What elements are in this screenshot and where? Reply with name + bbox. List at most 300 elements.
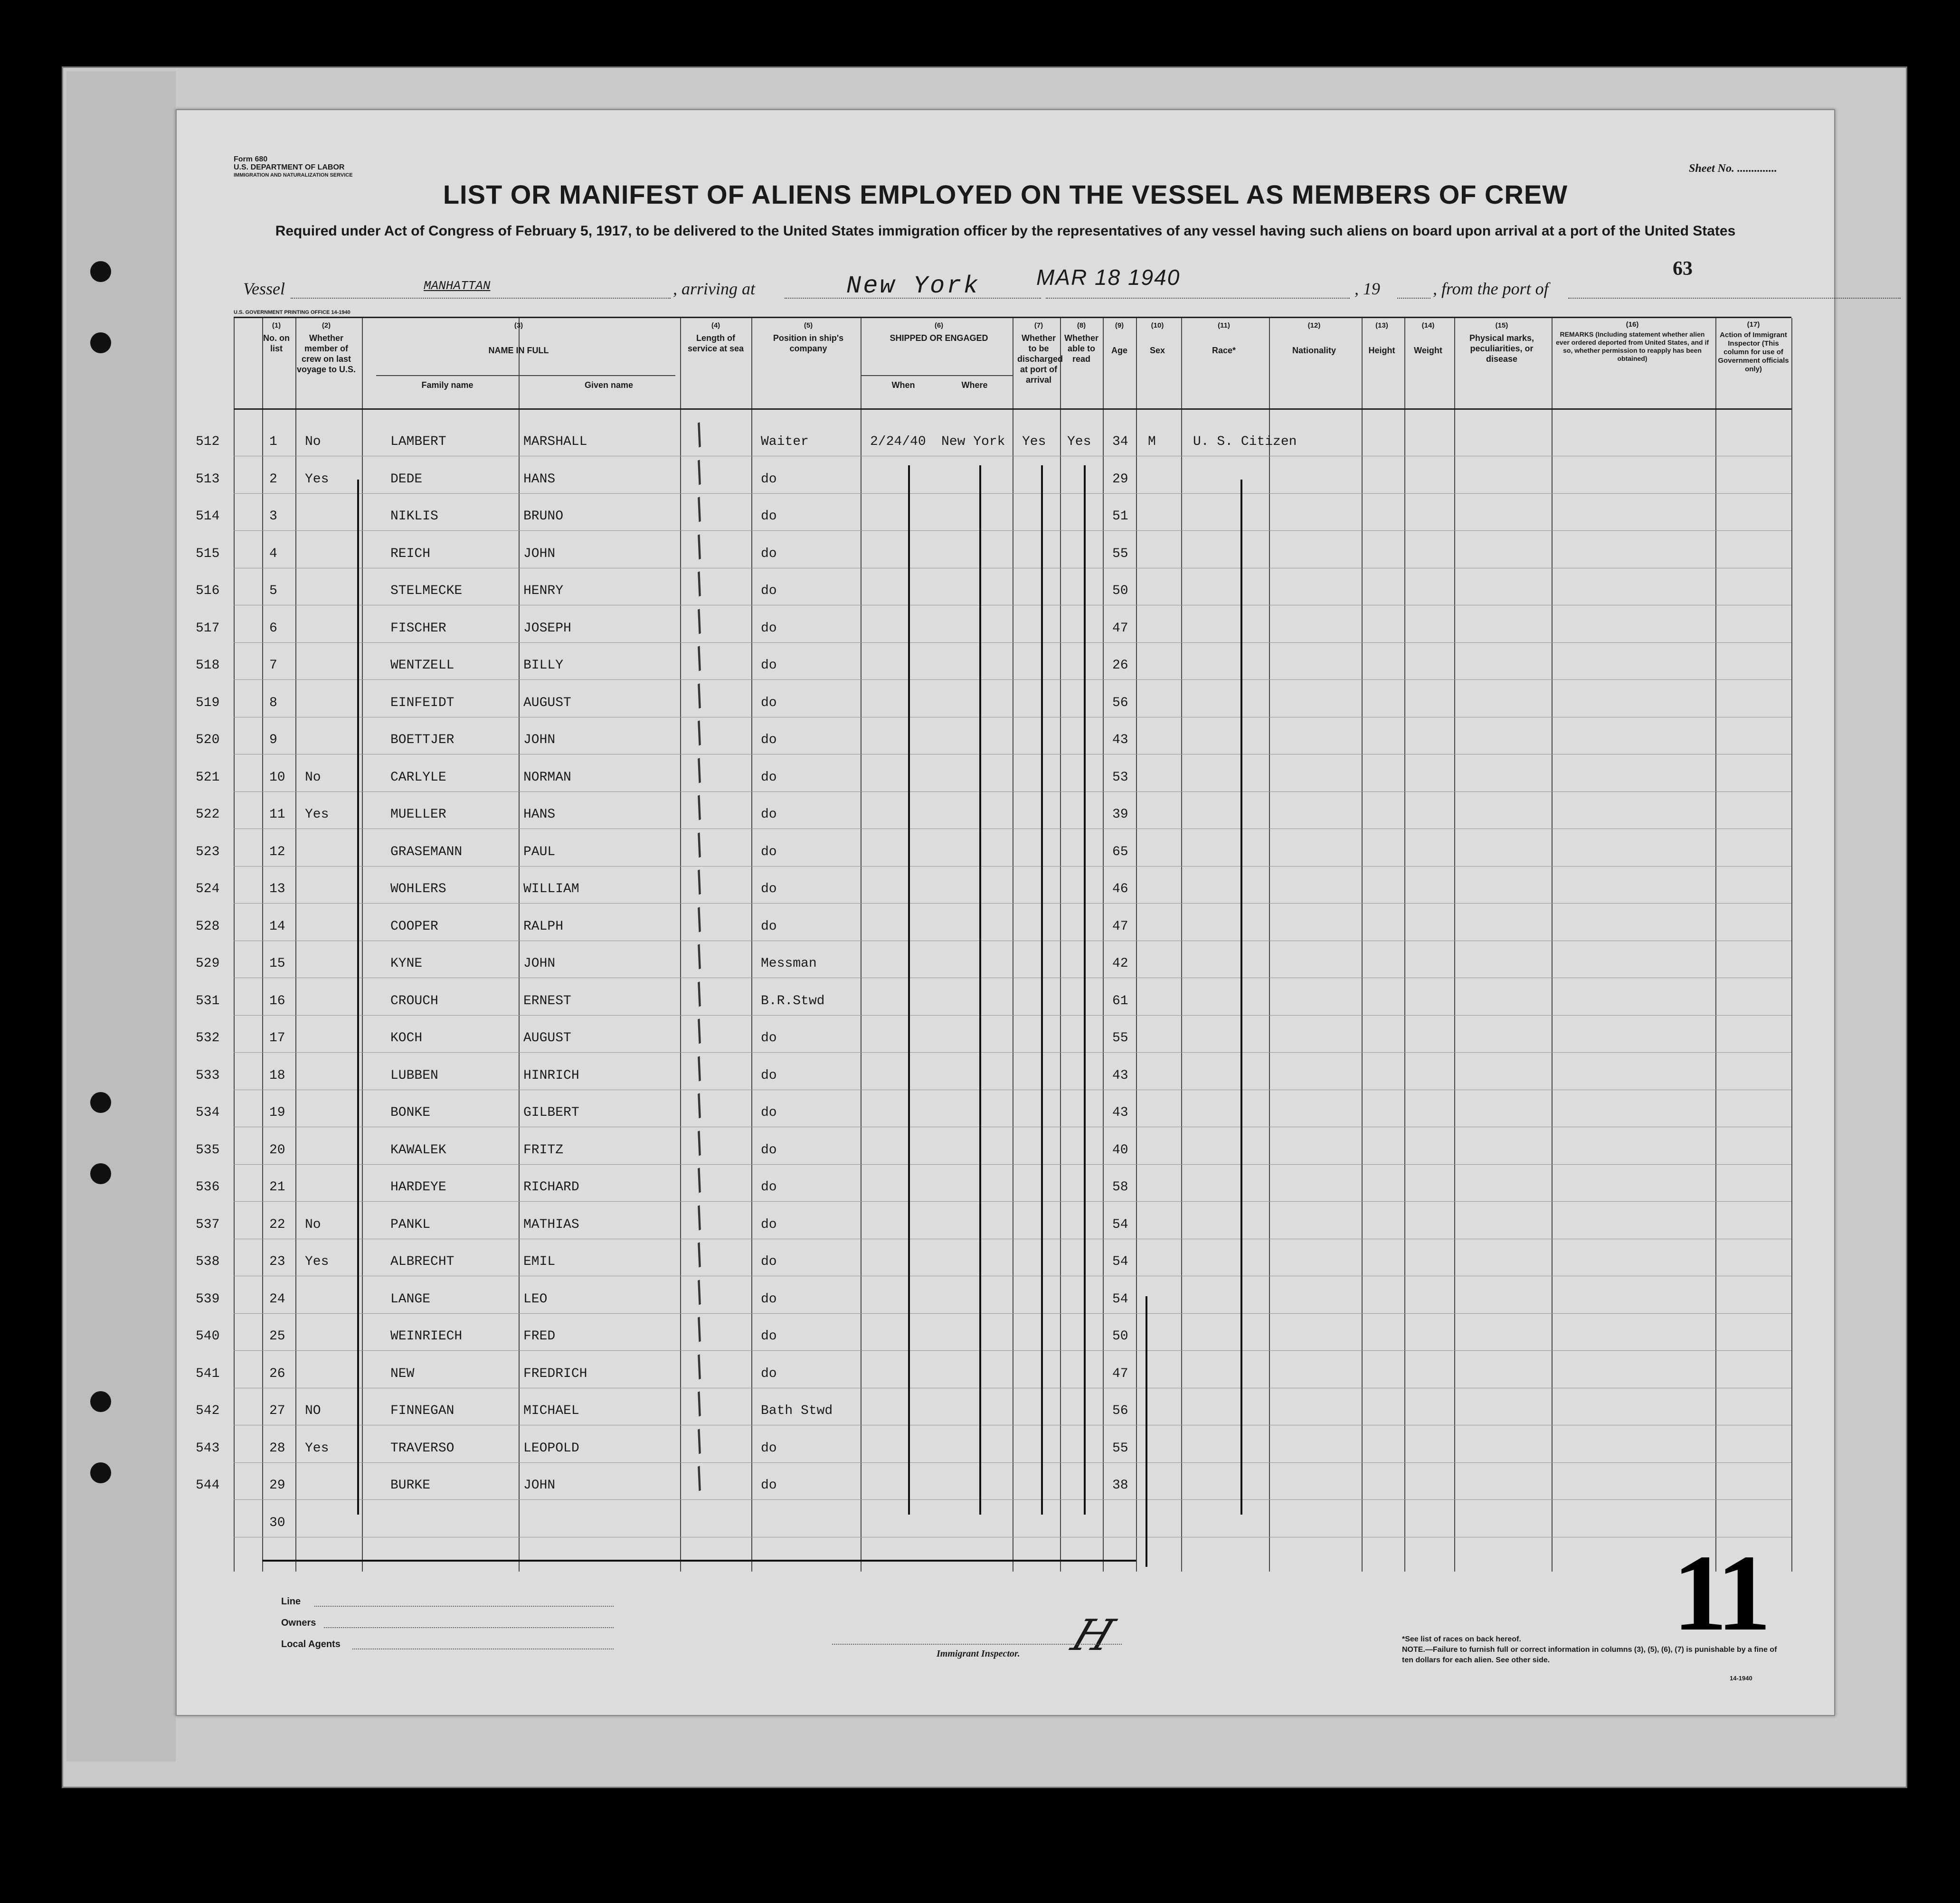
col-header-2: (2) Whether member of crew on last voyage to U.S. xyxy=(296,321,356,374)
list-ref-number: 514 xyxy=(196,509,220,524)
position: do xyxy=(761,1329,777,1344)
list-ref-number: 518 xyxy=(196,658,220,673)
service-check-mark: / xyxy=(689,1200,710,1234)
page-number-marker: 11 xyxy=(1673,1532,1767,1653)
ditto-pen-line xyxy=(1084,465,1086,1515)
list-ref-number: 543 xyxy=(196,1441,220,1456)
list-ref-number: 516 xyxy=(196,584,220,598)
service-check-mark: / xyxy=(689,715,710,750)
list-ref-number: 512 xyxy=(196,434,220,449)
row-number: 20 xyxy=(269,1142,285,1158)
given-name: EMIL xyxy=(523,1254,556,1269)
position: do xyxy=(761,621,777,636)
family-name: KOCH xyxy=(390,1031,423,1046)
family-name: HARDEYE xyxy=(390,1180,446,1195)
row-rule xyxy=(234,530,1791,531)
given-name: FRITZ xyxy=(523,1142,564,1158)
family-name: BURKE xyxy=(390,1478,431,1493)
row-number: 4 xyxy=(269,546,277,561)
position: Messman xyxy=(761,956,817,971)
col-header-6: (6) SHIPPED OR ENGAGED xyxy=(890,321,988,343)
family-name: BONKE xyxy=(390,1105,431,1120)
column-rule xyxy=(751,318,752,1572)
col-header-10: (10) Sex xyxy=(1149,321,1165,355)
age: 38 xyxy=(1112,1478,1128,1493)
service-check-mark: / xyxy=(689,1051,710,1085)
column-rule xyxy=(1715,318,1716,1572)
service-check-mark: / xyxy=(689,753,710,787)
row-rule xyxy=(234,1201,1791,1202)
last-voyage-value: Yes xyxy=(305,807,329,822)
col-header-15: (15) Physical marks, peculiarities, or disease xyxy=(1469,321,1534,364)
sex: M xyxy=(1148,434,1156,449)
age: 56 xyxy=(1112,695,1128,710)
service-check-mark: / xyxy=(689,529,710,564)
given-name: MATHIAS xyxy=(523,1217,579,1232)
list-ref-number: 513 xyxy=(196,471,220,487)
row-number: 11 xyxy=(269,807,285,822)
service-check-mark: / xyxy=(689,641,710,676)
given-name: JOSEPH xyxy=(523,621,571,636)
when-header: When xyxy=(891,380,915,390)
row-number: 9 xyxy=(269,733,277,747)
row-number: 8 xyxy=(269,695,277,710)
list-ref-number: 519 xyxy=(196,695,220,710)
column-rule xyxy=(1103,318,1104,1572)
service-check-mark: / xyxy=(689,1125,710,1160)
inspector-label: Immigrant Inspector. xyxy=(937,1649,1020,1659)
manifest-sheet xyxy=(176,109,1835,1716)
given-name: JOHN xyxy=(523,1478,556,1493)
race-note: *See list of races on back hereof. xyxy=(1402,1635,1521,1643)
line-underline xyxy=(314,1606,614,1607)
position: do xyxy=(761,546,777,561)
given-name: GILBERT xyxy=(523,1105,579,1120)
department: U.S. DEPARTMENT OF LABOR xyxy=(234,163,345,171)
row-number: 5 xyxy=(269,584,277,598)
row-rule xyxy=(234,642,1791,643)
row-number: 28 xyxy=(269,1441,285,1456)
position: do xyxy=(761,1478,777,1493)
age: 43 xyxy=(1112,1105,1128,1120)
col-header-14: (14) Weight xyxy=(1414,321,1442,355)
service-check-mark: / xyxy=(689,1088,710,1123)
row-number: 19 xyxy=(269,1105,285,1120)
list-ref-number: 544 xyxy=(196,1478,220,1493)
column-rule xyxy=(1791,318,1792,1572)
given-name: BRUNO xyxy=(523,509,564,524)
age: 53 xyxy=(1112,770,1128,785)
age: 54 xyxy=(1112,1291,1128,1307)
service-check-mark: / xyxy=(689,1162,710,1197)
service-check-mark: / xyxy=(689,902,710,936)
position: do xyxy=(761,471,777,487)
service-check-mark: / xyxy=(689,976,710,1011)
column-rule xyxy=(861,318,862,1572)
inspector-signature: H xyxy=(1065,1611,1121,1660)
col-header-9: (9) Age xyxy=(1111,321,1127,355)
owners-label: Owners xyxy=(281,1618,316,1628)
row-number: 30 xyxy=(269,1515,285,1530)
column-rule xyxy=(1136,318,1137,1572)
family-name: EINFEIDT xyxy=(390,695,454,710)
position: do xyxy=(761,509,777,524)
age: 39 xyxy=(1112,807,1128,822)
column-rule xyxy=(362,318,363,1572)
page-title: LIST OR MANIFEST OF ALIENS EMPLOYED ON THE VESSEL AS MEMBERS OF CREW xyxy=(443,179,1568,209)
position: do xyxy=(761,919,777,934)
family-name: TRAVERSO xyxy=(390,1441,454,1456)
row-rule xyxy=(234,791,1791,792)
family-name: FINNEGAN xyxy=(390,1404,454,1418)
family-name: WENTZELL xyxy=(390,658,454,673)
given-name-header: Given name xyxy=(584,380,634,390)
given-name: HENRY xyxy=(523,584,564,598)
family-name: PANKL xyxy=(390,1217,431,1232)
row-rule xyxy=(234,679,1791,680)
family-name: LANGE xyxy=(390,1291,431,1307)
service-check-mark: / xyxy=(689,1274,710,1309)
age: 54 xyxy=(1112,1217,1128,1232)
from-port-label: , from the port of xyxy=(1433,279,1549,298)
position: do xyxy=(761,882,777,896)
punch-hole xyxy=(90,332,111,353)
age: 61 xyxy=(1112,993,1128,1008)
position: do xyxy=(761,1031,777,1046)
row-number: 18 xyxy=(269,1068,285,1083)
year-underline xyxy=(1397,298,1430,299)
service-check-mark: / xyxy=(689,790,710,825)
owners-underline xyxy=(324,1627,614,1628)
family-name: FISCHER xyxy=(390,621,446,636)
age: 40 xyxy=(1112,1142,1128,1158)
position: do xyxy=(761,1142,777,1158)
punch-hole xyxy=(90,1163,111,1184)
row-number: 16 xyxy=(269,993,285,1008)
position: do xyxy=(761,1180,777,1195)
row-number: 7 xyxy=(269,658,277,673)
given-name: HINRICH xyxy=(523,1068,579,1083)
family-name: ALBRECHT xyxy=(390,1254,454,1269)
last-voyage-value: Yes xyxy=(305,1441,329,1456)
position: B.R.Stwd xyxy=(761,993,825,1008)
list-ref-number: 536 xyxy=(196,1180,220,1195)
service-check-mark: / xyxy=(689,1460,710,1496)
given-name: PAUL xyxy=(523,844,556,859)
row-rule xyxy=(234,866,1791,867)
end-of-list-line xyxy=(262,1560,1136,1562)
family-name: WEINRIECH xyxy=(390,1329,463,1344)
position: do xyxy=(761,1217,777,1232)
row-number: 17 xyxy=(269,1031,285,1046)
ditto-pen-line xyxy=(979,465,981,1515)
list-ref-number: 523 xyxy=(196,844,220,859)
family-name: WOHLERS xyxy=(390,882,446,896)
service: IMMIGRATION AND NATURALIZATION SERVICE xyxy=(234,172,353,178)
age: 65 xyxy=(1112,844,1128,859)
vessel-underline xyxy=(291,298,671,299)
list-ref-number: 535 xyxy=(196,1142,220,1158)
list-ref-number: 533 xyxy=(196,1068,220,1083)
service-check-mark: / xyxy=(689,603,710,638)
service-check-mark: / xyxy=(689,678,710,713)
given-name: RICHARD xyxy=(523,1180,579,1195)
manifest-footer xyxy=(234,1587,1791,1701)
column-rule xyxy=(1181,318,1182,1572)
service-check-mark: / xyxy=(689,827,710,862)
penalty-note: NOTE.—Failure to furnish full or correct information in columns (3), (5), (6), (7) is punishable by a fine of ten dollars for each alien. See other side. xyxy=(1402,1646,1777,1664)
column-rule xyxy=(295,318,296,1572)
column-rule xyxy=(1552,318,1553,1572)
age: 47 xyxy=(1112,621,1128,636)
col-header-16: (16) REMARKS (Including statement whether alien ever ordered deported from United States, and if so, whether permission to reapply has been obtained) xyxy=(1555,320,1709,362)
year-label: , 19 xyxy=(1354,279,1380,298)
column-rule xyxy=(1362,318,1363,1572)
position: do xyxy=(761,658,777,673)
age: 47 xyxy=(1112,919,1128,934)
age: 50 xyxy=(1112,1329,1128,1344)
last-voyage-value: No xyxy=(305,770,321,785)
row-rule xyxy=(234,1164,1791,1165)
column-rule xyxy=(1454,318,1455,1572)
given-name: FRED xyxy=(523,1329,556,1344)
row-number: 2 xyxy=(269,471,277,487)
column-rule xyxy=(234,318,235,1572)
age: 55 xyxy=(1112,1441,1128,1456)
sheet-number: 63 xyxy=(1673,258,1693,280)
col-header-7: (7) Whether to be discharged at port of arrival xyxy=(1017,321,1063,385)
row-rule xyxy=(234,1015,1791,1016)
ditto-pen-line xyxy=(908,465,910,1515)
col-header-8: (8) Whether able to read xyxy=(1064,321,1098,364)
row-number: 1 xyxy=(269,434,277,449)
given-name: HANS xyxy=(523,807,556,822)
age: 46 xyxy=(1112,882,1128,896)
given-name: JOHN xyxy=(523,956,556,971)
row-number: 23 xyxy=(269,1254,285,1269)
list-ref-number: 534 xyxy=(196,1105,220,1120)
given-name: MARSHALL xyxy=(523,434,587,449)
given-name: RALPH xyxy=(523,919,564,934)
column-rule xyxy=(1404,318,1405,1572)
row-rule xyxy=(234,1462,1791,1463)
position: do xyxy=(761,733,777,747)
col-header-13: (13) Height xyxy=(1368,321,1395,355)
punch-hole xyxy=(90,1462,111,1483)
list-ref-number: 532 xyxy=(196,1031,220,1046)
service-check-mark: / xyxy=(689,864,710,899)
last-voyage-value: Yes xyxy=(305,1254,329,1269)
family-name: NEW xyxy=(390,1366,415,1381)
form-code: 14-1940 xyxy=(1730,1675,1752,1682)
ditto-pen-line xyxy=(1240,480,1242,1515)
list-ref-number: 540 xyxy=(196,1329,220,1344)
header-rule xyxy=(234,408,1791,410)
last-voyage-value: No xyxy=(305,1217,321,1232)
service-check-mark: / xyxy=(689,939,710,974)
age: 47 xyxy=(1112,1366,1128,1381)
col-header-11: (11) Race* xyxy=(1212,321,1236,355)
family-name: REICH xyxy=(390,546,431,561)
arriving-label: , arriving at xyxy=(673,279,756,298)
age: 42 xyxy=(1112,956,1128,971)
row-number: 10 xyxy=(269,770,285,785)
given-name: LEOPOLD xyxy=(523,1441,579,1456)
list-ref-number: 522 xyxy=(196,807,220,822)
row-number: 15 xyxy=(269,956,285,971)
list-ref-number: 538 xyxy=(196,1254,220,1269)
col-header-12: (12) Nationality xyxy=(1292,321,1336,355)
list-ref-number: 517 xyxy=(196,621,220,636)
position: do xyxy=(761,1105,777,1120)
family-name: KYNE xyxy=(390,956,423,971)
service-check-mark: / xyxy=(689,491,710,527)
row-number: 22 xyxy=(269,1217,285,1232)
service-check-mark: / xyxy=(689,1386,710,1421)
binder-strip xyxy=(66,71,176,1762)
service-check-mark: / xyxy=(689,417,710,452)
position: do xyxy=(761,1254,777,1269)
punch-hole xyxy=(90,261,111,282)
list-ref-number: 542 xyxy=(196,1404,220,1418)
race: U. S. Citizen xyxy=(1193,434,1297,449)
row-rule xyxy=(234,493,1791,494)
list-ref-number: 531 xyxy=(196,993,220,1008)
family-name: MUELLER xyxy=(390,807,446,822)
where-header: Where xyxy=(961,380,988,390)
list-ref-number: 529 xyxy=(196,956,220,971)
last-voyage-value: No xyxy=(305,434,321,449)
line-label: Line xyxy=(281,1596,301,1607)
col-header-17: (17) Action of Immigrant Inspector (This column for use of Government officials only) xyxy=(1718,320,1789,373)
list-ref-number: 539 xyxy=(196,1291,220,1307)
column-rule xyxy=(1269,318,1270,1572)
local-agents-label: Local Agents xyxy=(281,1639,341,1649)
column-rule xyxy=(1060,318,1061,1572)
col-header-3: (3) NAME IN FULL xyxy=(488,321,549,355)
position: Bath Stwd xyxy=(761,1404,833,1418)
service-check-mark: / xyxy=(689,1311,710,1347)
age: 56 xyxy=(1112,1404,1128,1418)
position: do xyxy=(761,584,777,598)
list-ref-number: 541 xyxy=(196,1366,220,1381)
age: 34 xyxy=(1112,434,1128,449)
age: 54 xyxy=(1112,1254,1128,1269)
age: 29 xyxy=(1112,471,1128,487)
form-number: Form 680 xyxy=(234,155,268,163)
row-number: 3 xyxy=(269,509,277,524)
printer-note: U.S. GOVERNMENT PRINTING OFFICE 14-1940 xyxy=(234,310,350,315)
position: Waiter xyxy=(761,434,809,449)
col-header-1: (1) No. on list xyxy=(263,321,290,353)
age: 26 xyxy=(1112,658,1128,673)
column-rule xyxy=(519,318,520,1572)
list-ref-number: 528 xyxy=(196,919,220,934)
service-check-mark: / xyxy=(689,566,710,601)
row-rule xyxy=(234,1052,1791,1053)
service-check-mark: / xyxy=(689,1237,710,1272)
form-header xyxy=(234,155,353,179)
given-name: MICHAEL xyxy=(523,1404,579,1418)
service-check-mark: / xyxy=(689,1349,710,1384)
position: do xyxy=(761,1366,777,1381)
row-number: 24 xyxy=(269,1291,285,1307)
given-name: WILLIAM xyxy=(523,882,579,896)
list-ref-number: 515 xyxy=(196,546,220,561)
family-name: DEDE xyxy=(390,471,423,487)
row-rule xyxy=(234,1313,1791,1314)
punch-hole xyxy=(90,1391,111,1412)
punch-hole xyxy=(90,1092,111,1113)
row-number: 29 xyxy=(269,1478,285,1493)
list-ref-number: 520 xyxy=(196,733,220,747)
position: do xyxy=(761,1068,777,1083)
column-rule xyxy=(262,318,263,1572)
shipped-when: 2/24/40 xyxy=(870,434,926,449)
family-name: STELMECKE xyxy=(390,584,463,598)
row-rule xyxy=(234,1499,1791,1500)
family-name: CARLYLE xyxy=(390,770,446,785)
given-name: ERNEST xyxy=(523,993,571,1008)
service-check-mark: / xyxy=(689,1423,710,1458)
last-voyage-value: NO xyxy=(305,1404,321,1418)
arrival-port: New York xyxy=(846,272,980,300)
row-rule xyxy=(234,903,1791,904)
row-number: 13 xyxy=(269,882,285,896)
col-header-5: (5) Position in ship's company xyxy=(773,321,844,353)
position: do xyxy=(761,1441,777,1456)
date-stamp: MAR 18 1940 xyxy=(1036,265,1181,290)
list-ref-number: 521 xyxy=(196,770,220,785)
row-number: 27 xyxy=(269,1404,285,1418)
service-check-mark: / xyxy=(689,1013,710,1048)
able-to-read-value: Yes xyxy=(1067,434,1091,449)
ditto-pen-line xyxy=(1041,465,1043,1515)
page-subtitle: Required under Act of Congress of February 5, 1917, to be delivered to the United States immigration officer by the representatives of any vessel having such aliens on board upon arrival at a port of the United States xyxy=(275,223,1736,239)
name-subheader-rule xyxy=(376,375,675,376)
list-ref-number: 537 xyxy=(196,1217,220,1232)
row-number: 14 xyxy=(269,919,285,934)
ditto-pen-line xyxy=(357,480,359,1515)
given-name: HANS xyxy=(523,471,556,487)
col-header-4: (4) Length of service at sea xyxy=(687,321,744,353)
row-number: 25 xyxy=(269,1329,285,1344)
age: 58 xyxy=(1112,1180,1128,1195)
family-name: CROUCH xyxy=(390,993,438,1008)
family-name: GRASEMANN xyxy=(390,844,463,859)
last-voyage-value: Yes xyxy=(305,471,329,487)
given-name: LEO xyxy=(523,1291,548,1307)
family-name: LUBBEN xyxy=(390,1068,438,1083)
position: do xyxy=(761,1291,777,1307)
position: do xyxy=(761,695,777,710)
position: do xyxy=(761,844,777,859)
family-name: KAWALEK xyxy=(390,1142,446,1158)
position: do xyxy=(761,807,777,822)
service-check-mark: / xyxy=(689,454,710,489)
age: 50 xyxy=(1112,584,1128,598)
date-underline xyxy=(1046,298,1350,299)
vessel-label: Vessel xyxy=(243,279,285,298)
row-rule xyxy=(234,1350,1791,1351)
shipped-where: New York xyxy=(941,434,1005,449)
family-name: LAMBERT xyxy=(390,434,446,449)
column-rule xyxy=(680,318,681,1572)
age: 51 xyxy=(1112,509,1128,524)
from-port-underline xyxy=(1568,298,1901,299)
given-name: JOHN xyxy=(523,546,556,561)
vessel-name: MANHATTAN xyxy=(424,279,491,293)
